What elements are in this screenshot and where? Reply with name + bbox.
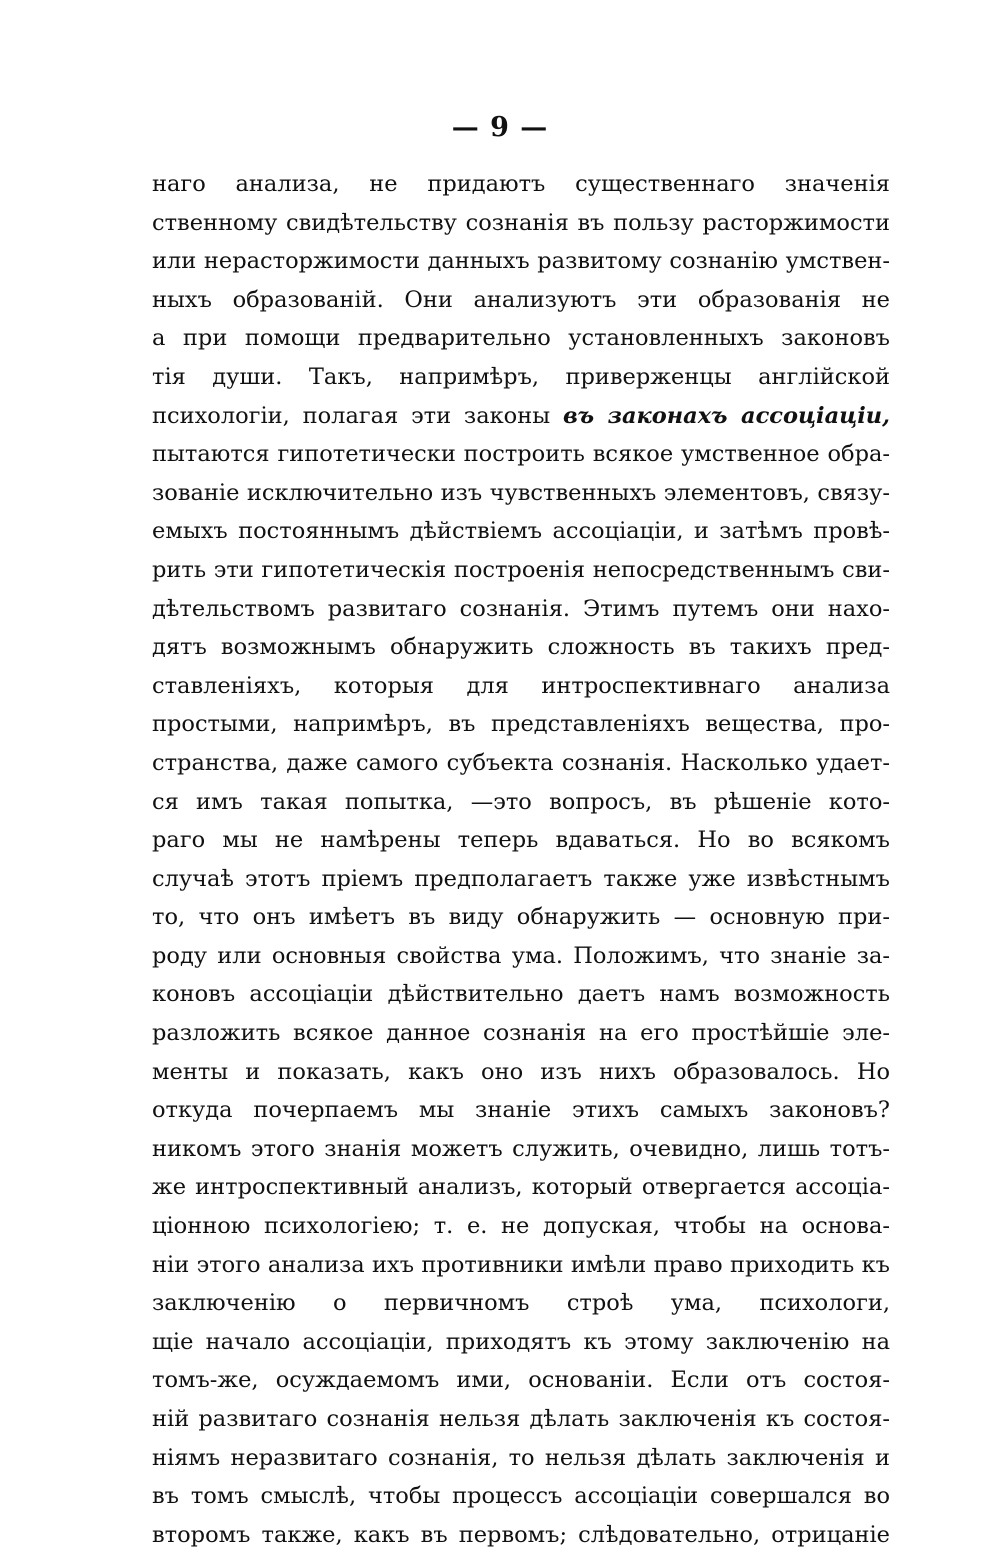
text-line-content: рить эти гипотетическія построенія непосредственнымъ сви-: [152, 556, 890, 583]
text-line-content: ныхъ образованій. Они анализуютъ эти образованія не: [152, 286, 890, 313]
text-line: [152, 937, 890, 976]
text-line: [152, 1323, 890, 1362]
text-line-content: ственному свидѣтельству сознанія въ пользу расторжимости: [152, 209, 890, 236]
text-line-content: откуда почерпаемъ мы знаніе этихъ самыхъ законовъ?: [152, 1097, 890, 1124]
text-line-content: ніи этого анализа ихъ противники имѣли право приходить къ: [152, 1251, 890, 1278]
body-text: [152, 165, 890, 1554]
text-line-content: зованіе исключительно изъ чувственныхъ элементовъ, связу-: [152, 479, 890, 506]
text-line: [152, 1053, 890, 1092]
text-line-content: или нерасторжимости данныхъ развитому сознанію умствен-: [152, 248, 890, 275]
text-line: [152, 860, 890, 899]
text-line-content: томъ-же, осуждаемомъ ими, основаніи. Если отъ состоя-: [152, 1367, 890, 1394]
text-line-content: психологіи, полагая эти законы: [152, 402, 551, 429]
text-line-content: ціонною психологіею; т. е. не допуская, чтобы на основа-: [152, 1213, 890, 1240]
text-line: [152, 1246, 890, 1285]
text-line-content: тія души. Такъ, напримѣръ, приверженцы англійской: [152, 363, 890, 390]
text-line: [152, 281, 890, 320]
text-line: [152, 628, 890, 667]
text-line-content: заключенію о первичномъ строѣ ума, психологи,: [152, 1290, 890, 1317]
text-line-content: коновъ ассоціаціи дѣйствительно даетъ намъ возможность: [152, 981, 890, 1008]
text-line: [152, 783, 890, 822]
text-line-content: второмъ также, какъ въ первомъ; слѣдовательно, отрицаніе: [152, 1521, 890, 1548]
text-line: [152, 1168, 890, 1207]
text-line: [152, 1400, 890, 1439]
text-line-content: ставленіяхъ, которыя для интроспективнаго анализа: [152, 672, 890, 699]
text-line-content: раго мы не намѣрены теперь вдаваться. Но во всякомъ: [152, 827, 890, 854]
text-line: [152, 590, 890, 629]
text-line-content: же интроспективный анализъ, который отвергается ассоціа-: [152, 1174, 890, 1201]
text-line-content: простыми, напримѣръ, въ представленіяхъ вещества, про-: [152, 711, 890, 738]
text-line: [152, 1207, 890, 1246]
text-line: [152, 975, 890, 1014]
text-line-content: роду или основныя свойства ума. Положимъ, что знаніе за-: [152, 942, 890, 969]
emphasized-phrase: въ законахъ ассоціаціи,: [562, 402, 890, 429]
text-line: [152, 1091, 890, 1130]
text-line: [152, 667, 890, 706]
text-line-content: ній развитаго сознанія нельзя дѣлать заключенія къ состоя-: [152, 1406, 890, 1432]
text-line: [152, 358, 890, 397]
text-line-content: пытаются гипотетически построить всякое умственное обра-: [152, 441, 890, 468]
text-line: [152, 474, 890, 513]
text-line: [152, 705, 890, 744]
text-line-content: дѣтельствомъ развитаго сознанія. Этимъ путемъ они нахо-: [152, 595, 890, 622]
text-line: [152, 1014, 890, 1053]
text-line-content: дятъ возможнымъ обнаружить сложность въ такихъ пред-: [152, 634, 890, 661]
page-number: — 9 —: [451, 112, 549, 143]
text-line: [152, 435, 890, 474]
text-line: [152, 242, 890, 281]
text-line-content: то, что онъ имѣетъ въ виду обнаружить — основную при-: [152, 904, 890, 931]
text-line-content: щіе начало ассоціаціи, приходятъ къ этому заключенію на: [152, 1328, 890, 1355]
text-line-content: менты и показать, какъ оно изъ нихъ образовалось. Но: [152, 1058, 890, 1085]
text-line-content: странства, даже самого субъекта сознанія. Насколько удает-: [152, 749, 890, 776]
text-line-content: въ томъ смыслѣ, чтобы процессъ ассоціаціи совершался во: [152, 1483, 890, 1510]
text-line: [152, 165, 890, 204]
text-line: [152, 512, 890, 551]
text-line-content: емыхъ постояннымъ дѣйствіемъ ассоціаціи, и затѣмъ провѣ-: [152, 518, 890, 545]
text-line: [152, 744, 890, 783]
text-line: [152, 1284, 890, 1323]
text-line: [152, 1439, 890, 1478]
text-line-content: разложить всякое данное сознанія на его простѣйшіе эле-: [152, 1020, 890, 1047]
text-line: [152, 898, 890, 937]
text-line: [152, 1477, 890, 1516]
text-line: [152, 397, 890, 436]
text-line-content: случаѣ этотъ пріемъ предполагаетъ также уже извѣстнымъ: [152, 865, 890, 892]
text-line-content: ніямъ неразвитаго сознанія, то нельзя дѣлать заключенія и: [152, 1444, 890, 1471]
text-line: [152, 204, 890, 243]
text-line: [152, 1516, 890, 1554]
text-line: [152, 551, 890, 590]
text-line-content: а при помощи предварительно установленныхъ законовъ: [152, 325, 890, 352]
text-line-content: никомъ этого знанія можетъ служить, очевидно, лишь тотъ-: [152, 1135, 890, 1162]
text-line: [152, 1130, 890, 1169]
text-line: [152, 821, 890, 860]
text-line: [152, 1361, 890, 1400]
text-line-content: наго анализа, не придаютъ существеннаго значенія: [152, 171, 890, 197]
text-line-content: ся имъ такая попытка, —это вопросъ, въ рѣшеніе кото-: [152, 788, 890, 815]
text-line: [152, 319, 890, 358]
